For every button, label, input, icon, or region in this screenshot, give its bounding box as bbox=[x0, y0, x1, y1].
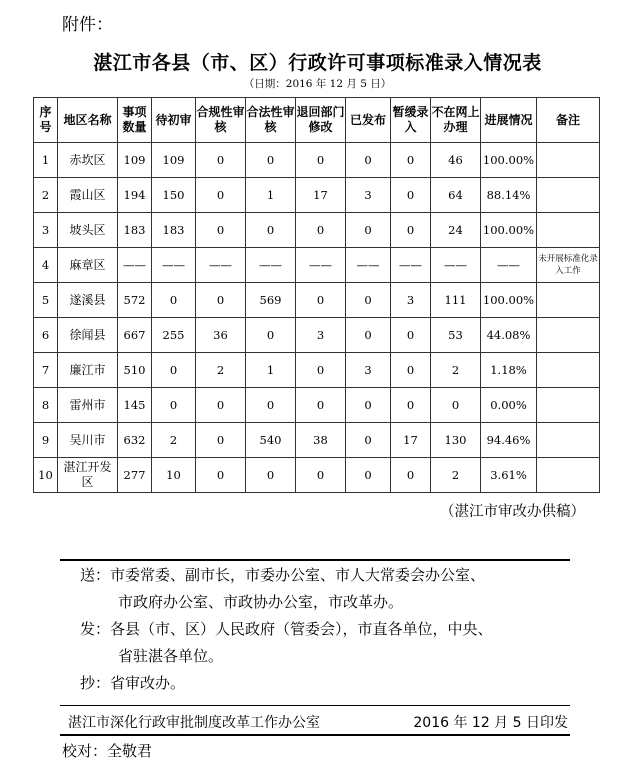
table-cell: 150 bbox=[152, 178, 196, 213]
table-row bbox=[34, 353, 600, 388]
table-cell: —— bbox=[246, 248, 296, 283]
table-cell: 湛江开发区 bbox=[58, 458, 118, 493]
print-date: 2016 年 12 月 5 日印发 bbox=[413, 715, 568, 731]
column-header: 进展情况 bbox=[481, 98, 537, 143]
table-cell: 0 bbox=[196, 423, 246, 458]
column-header: 待初审 bbox=[152, 98, 196, 143]
table-cell: 88.14% bbox=[481, 178, 537, 213]
table-cell: 1 bbox=[246, 353, 296, 388]
table-cell: 255 bbox=[152, 318, 196, 353]
table-cell: —— bbox=[346, 248, 391, 283]
table-cell: 2 bbox=[431, 353, 481, 388]
column-header: 退回部门修改 bbox=[296, 98, 346, 143]
table-cell: 100.00% bbox=[481, 213, 537, 248]
table-cell: 36 bbox=[196, 318, 246, 353]
proofreader: 校对：全敬君 bbox=[62, 742, 153, 760]
distribution-block bbox=[80, 562, 493, 697]
table-cell: 0 bbox=[152, 353, 196, 388]
table-cell: 540 bbox=[246, 423, 296, 458]
table-cell: 183 bbox=[118, 213, 152, 248]
table-cell: 0 bbox=[346, 143, 391, 178]
table-cell: 0 bbox=[391, 143, 431, 178]
table-cell: 0 bbox=[346, 388, 391, 423]
table-row bbox=[34, 388, 600, 423]
table-cell: 100.00% bbox=[481, 283, 537, 318]
table-row bbox=[34, 213, 600, 248]
table-cell: 0 bbox=[296, 458, 346, 493]
table-cell: 17 bbox=[391, 423, 431, 458]
send-recipients: 市委常委、副市长，市委办公室、市人大常委会办公室、 bbox=[110, 566, 486, 584]
table-cell: 0 bbox=[152, 388, 196, 423]
table-cell: 0 bbox=[346, 318, 391, 353]
table-cell bbox=[537, 213, 600, 248]
attachment-label: 附件： bbox=[62, 15, 113, 35]
table-cell: 2 bbox=[34, 178, 58, 213]
status-table bbox=[33, 97, 600, 493]
table-cell: 霞山区 bbox=[58, 178, 118, 213]
divider-top bbox=[60, 559, 570, 561]
table-row bbox=[34, 248, 600, 283]
table-cell: 6 bbox=[34, 318, 58, 353]
send-label: 送： bbox=[80, 566, 111, 584]
table-cell: 632 bbox=[118, 423, 152, 458]
divider-middle bbox=[60, 705, 570, 706]
table-cell: 0 bbox=[246, 388, 296, 423]
table-cell: 0 bbox=[246, 213, 296, 248]
table-cell: 2 bbox=[196, 353, 246, 388]
divider-bottom bbox=[60, 734, 570, 736]
table-cell: 吴川市 bbox=[58, 423, 118, 458]
table-cell: 510 bbox=[118, 353, 152, 388]
table-cell: 0.00% bbox=[481, 388, 537, 423]
table-row bbox=[34, 143, 600, 178]
table-cell: 0 bbox=[346, 283, 391, 318]
table-row bbox=[34, 318, 600, 353]
table-cell: 0 bbox=[346, 423, 391, 458]
table-cell: 4 bbox=[34, 248, 58, 283]
table-cell: 0 bbox=[196, 458, 246, 493]
table-cell: 麻章区 bbox=[58, 248, 118, 283]
table-cell: 0 bbox=[296, 283, 346, 318]
column-header: 已发布 bbox=[346, 98, 391, 143]
table-cell: 0 bbox=[246, 458, 296, 493]
table-cell: 277 bbox=[118, 458, 152, 493]
table-cell: 0 bbox=[431, 388, 481, 423]
table-cell: 1.18% bbox=[481, 353, 537, 388]
table-cell: 0 bbox=[152, 283, 196, 318]
table-cell: 46 bbox=[431, 143, 481, 178]
table-cell: 5 bbox=[34, 283, 58, 318]
table-cell: 0 bbox=[391, 178, 431, 213]
source-note: （湛江市审改办供稿） bbox=[440, 504, 585, 520]
table-cell: 667 bbox=[118, 318, 152, 353]
table-cell bbox=[537, 318, 600, 353]
column-header: 暂缓录入 bbox=[391, 98, 431, 143]
table-cell: —— bbox=[118, 248, 152, 283]
table-cell: 100.00% bbox=[481, 143, 537, 178]
table-cell: 0 bbox=[391, 353, 431, 388]
column-header: 备注 bbox=[537, 98, 600, 143]
table-cell: 9 bbox=[34, 423, 58, 458]
table-cell bbox=[537, 388, 600, 423]
table-cell: 109 bbox=[118, 143, 152, 178]
table-cell: —— bbox=[196, 248, 246, 283]
table-cell: 0 bbox=[346, 458, 391, 493]
table-cell: 徐闻县 bbox=[58, 318, 118, 353]
table-cell: 0 bbox=[196, 178, 246, 213]
table-cell: 17 bbox=[296, 178, 346, 213]
table-cell: 3.61% bbox=[481, 458, 537, 493]
column-header: 不在网上办理 bbox=[431, 98, 481, 143]
table-cell: 0 bbox=[196, 388, 246, 423]
table-cell: 2 bbox=[152, 423, 196, 458]
table-cell: 0 bbox=[391, 213, 431, 248]
table-cell: 0 bbox=[296, 213, 346, 248]
table-cell: 0 bbox=[296, 353, 346, 388]
table-cell: 10 bbox=[34, 458, 58, 493]
footer bbox=[68, 712, 568, 732]
table-cell: 53 bbox=[431, 318, 481, 353]
table-cell: 0 bbox=[391, 388, 431, 423]
table-cell: 109 bbox=[152, 143, 196, 178]
date-note: （日期：2016 年 12 月 5 日） bbox=[243, 78, 392, 90]
copy-recipients: 省审改办。 bbox=[110, 674, 186, 692]
column-header: 合法性审核 bbox=[246, 98, 296, 143]
issue-label: 发： bbox=[80, 620, 111, 638]
table-cell: 1 bbox=[34, 143, 58, 178]
table-cell: 坡头区 bbox=[58, 213, 118, 248]
table-cell: 3 bbox=[34, 213, 58, 248]
table-cell: 0 bbox=[246, 143, 296, 178]
issue-recipients: 各县（市、区）人民政府（管委会），市直各单位，中央、 bbox=[110, 620, 493, 638]
table-cell: 8 bbox=[34, 388, 58, 423]
table-cell: 0 bbox=[246, 318, 296, 353]
table-row bbox=[34, 423, 600, 458]
table-header-row bbox=[34, 98, 600, 143]
table-cell: 未开展标准化录入工作 bbox=[537, 248, 600, 283]
table-cell: 2 bbox=[431, 458, 481, 493]
send-recipients-cont: 市政府办公室、市政协办公室，市改革办。 bbox=[118, 593, 404, 611]
table-cell: 1 bbox=[246, 178, 296, 213]
table-cell: 24 bbox=[431, 213, 481, 248]
table-row bbox=[34, 283, 600, 318]
table-cell: 0 bbox=[196, 213, 246, 248]
document-title: 湛江市各县（市、区）行政许可事项标准录入情况表 bbox=[93, 52, 542, 74]
table-cell: 10 bbox=[152, 458, 196, 493]
table-cell: 0 bbox=[296, 388, 346, 423]
table-cell: 569 bbox=[246, 283, 296, 318]
table-cell: 145 bbox=[118, 388, 152, 423]
column-header: 地区名称 bbox=[58, 98, 118, 143]
table-cell: 3 bbox=[346, 178, 391, 213]
table-cell: 183 bbox=[152, 213, 196, 248]
table-cell: 44.08% bbox=[481, 318, 537, 353]
copy-label: 抄： bbox=[80, 674, 111, 692]
table-cell: 廉江市 bbox=[58, 353, 118, 388]
column-header: 合规性审核 bbox=[196, 98, 246, 143]
table-cell: 3 bbox=[391, 283, 431, 318]
table-cell: —— bbox=[296, 248, 346, 283]
table-row bbox=[34, 458, 600, 493]
table-cell: 遂溪县 bbox=[58, 283, 118, 318]
table-cell: —— bbox=[391, 248, 431, 283]
table-cell: —— bbox=[481, 248, 537, 283]
table-cell: 64 bbox=[431, 178, 481, 213]
table-cell bbox=[537, 143, 600, 178]
table-cell: —— bbox=[431, 248, 481, 283]
table-cell: 3 bbox=[296, 318, 346, 353]
issue-recipients-cont: 省驻湛各单位。 bbox=[118, 647, 224, 665]
table-cell bbox=[537, 423, 600, 458]
column-header: 事项数量 bbox=[118, 98, 152, 143]
table-cell: 194 bbox=[118, 178, 152, 213]
table-row bbox=[34, 178, 600, 213]
table-cell: 94.46% bbox=[481, 423, 537, 458]
table-cell: 赤坎区 bbox=[58, 143, 118, 178]
table-cell: 130 bbox=[431, 423, 481, 458]
table-cell bbox=[537, 353, 600, 388]
issuing-office: 湛江市深化行政审批制度改革工作办公室 bbox=[68, 715, 320, 731]
table-cell: 雷州市 bbox=[58, 388, 118, 423]
table-cell: 3 bbox=[346, 353, 391, 388]
table-cell bbox=[537, 458, 600, 493]
table-cell: 572 bbox=[118, 283, 152, 318]
table-cell: 0 bbox=[296, 143, 346, 178]
table-cell: 7 bbox=[34, 353, 58, 388]
table-cell: 0 bbox=[391, 458, 431, 493]
table-cell: 0 bbox=[346, 213, 391, 248]
table-cell: 0 bbox=[196, 143, 246, 178]
table-cell: 0 bbox=[391, 318, 431, 353]
table-cell bbox=[537, 178, 600, 213]
column-header: 序号 bbox=[34, 98, 58, 143]
table-cell: 111 bbox=[431, 283, 481, 318]
table-cell: 0 bbox=[196, 283, 246, 318]
table-cell: —— bbox=[152, 248, 196, 283]
table-cell bbox=[537, 283, 600, 318]
table-cell: 38 bbox=[296, 423, 346, 458]
